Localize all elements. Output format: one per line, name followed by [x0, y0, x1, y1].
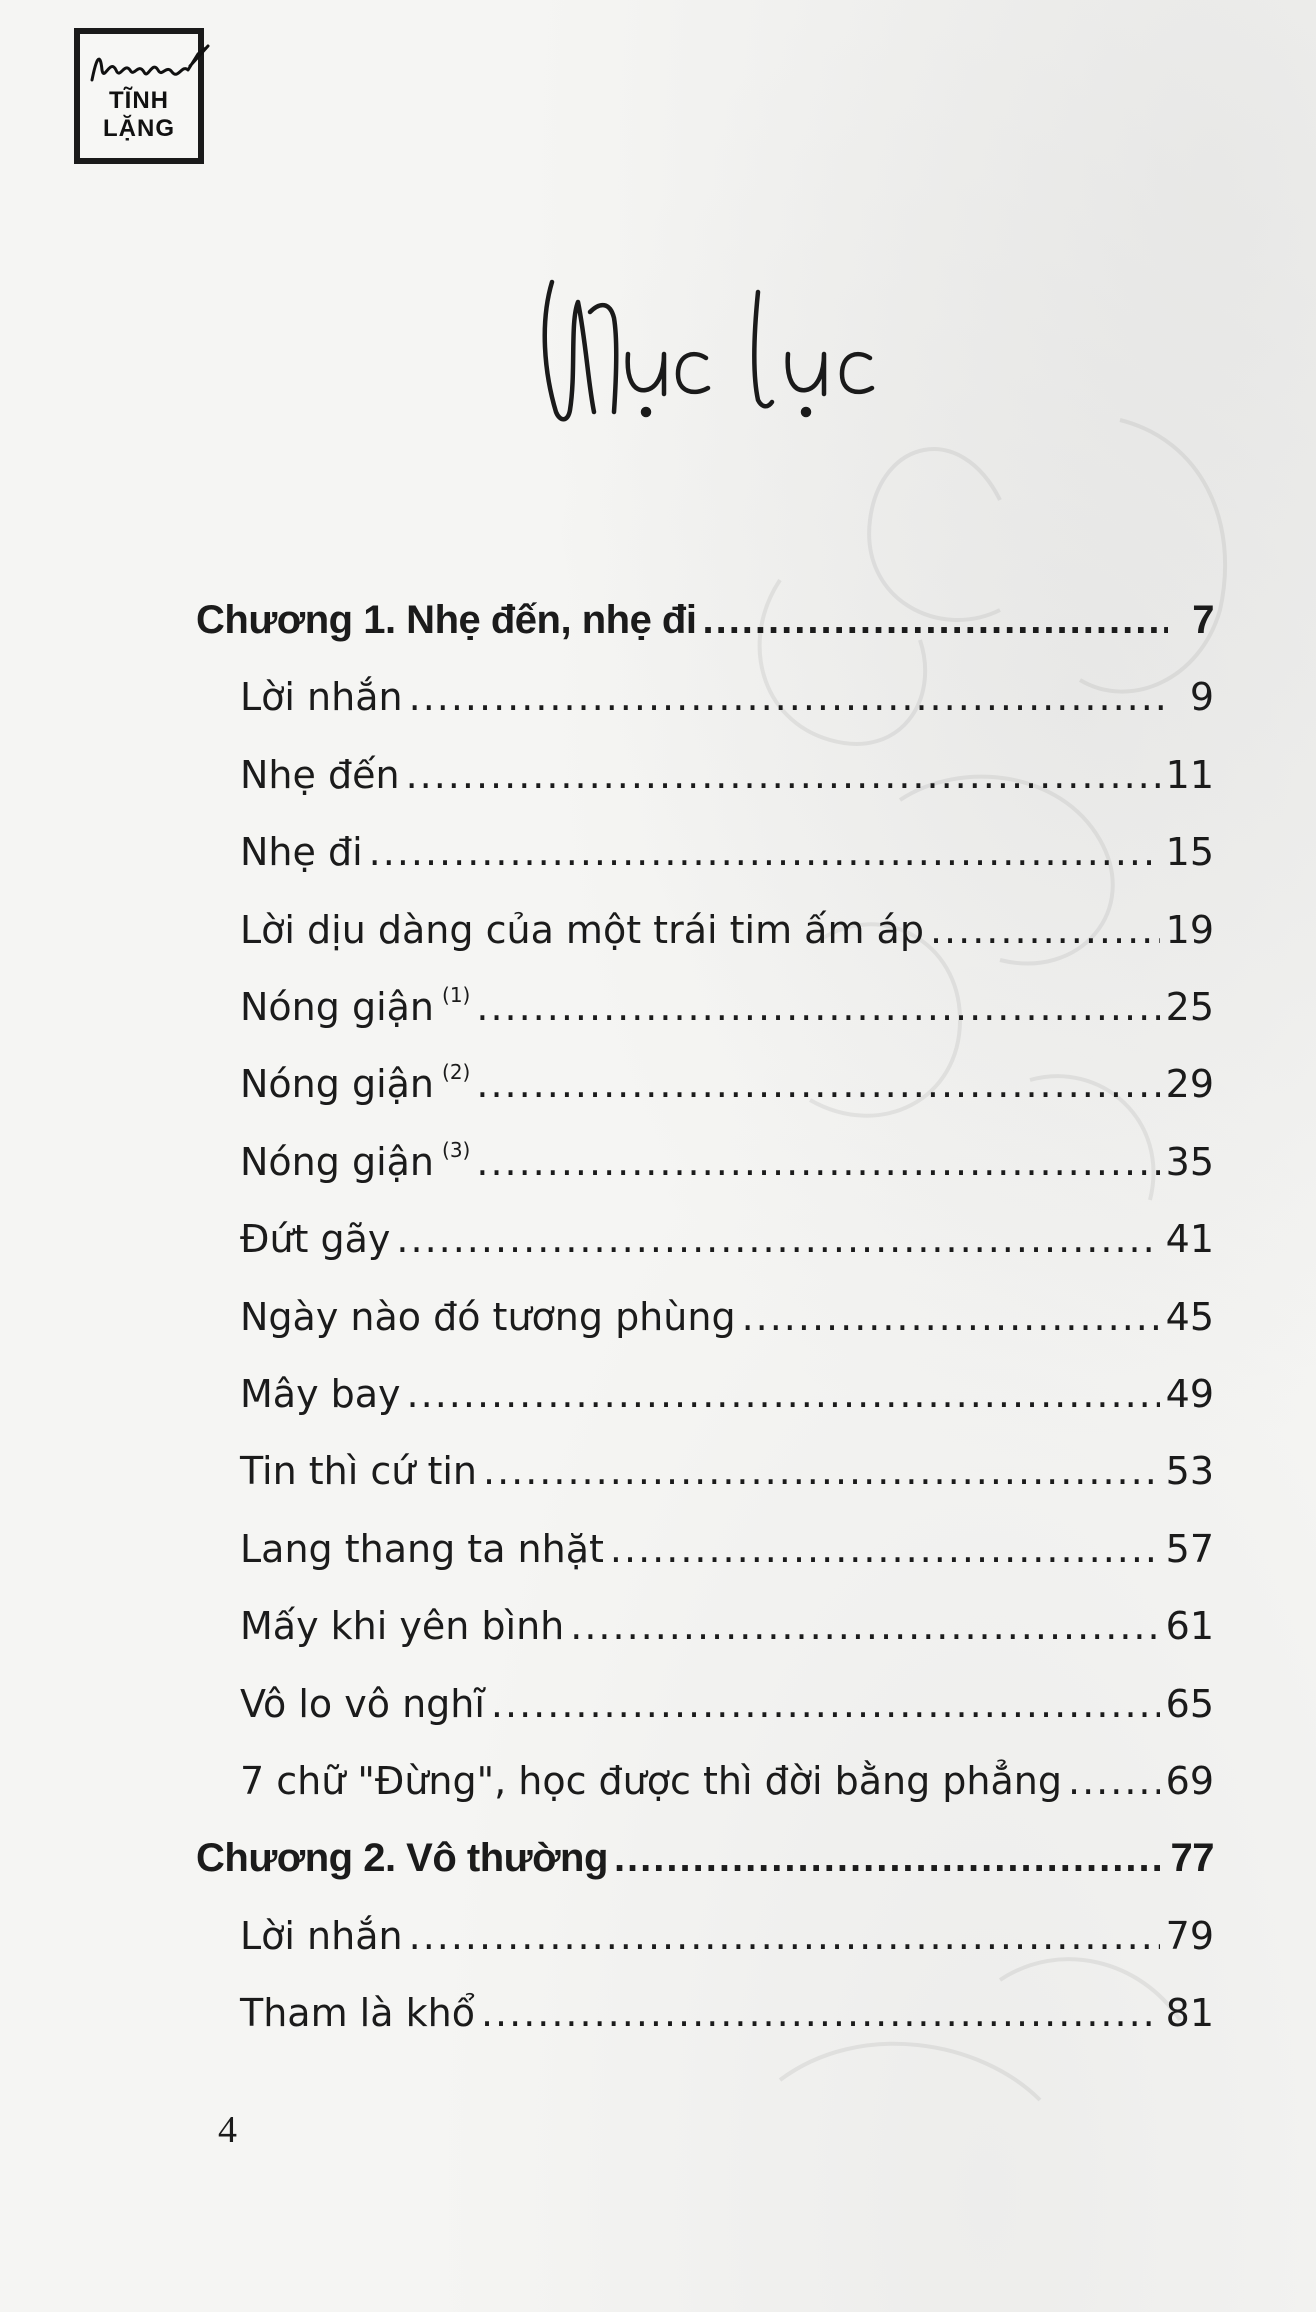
toc-entry-title-text: Nóng giận — [240, 1062, 435, 1106]
toc-section-row — [240, 1759, 1214, 1819]
toc-entry-title — [240, 908, 924, 952]
toc-section-row — [240, 1062, 1214, 1122]
toc-leader-dots — [409, 1914, 1160, 1958]
toc-entry-title — [240, 1527, 604, 1571]
toc-entry-title-text: Chương 2. Vô thường — [196, 1836, 608, 1880]
toc-entry-superscript: (1) — [442, 983, 471, 1007]
toc-entry-superscript: (3) — [442, 1138, 471, 1162]
logo-line-1: TĨNH — [109, 87, 169, 114]
toc-leader-dots — [1068, 1759, 1160, 1803]
toc-leader-dots — [406, 753, 1160, 797]
toc-chapter-row — [196, 1836, 1214, 1896]
toc-entry-page: 69 — [1165, 1759, 1214, 1803]
toc-section-row — [240, 830, 1214, 890]
toc-entry-page: 41 — [1165, 1217, 1214, 1261]
toc-entry-page: 65 — [1165, 1682, 1214, 1726]
toc-leader-dots — [409, 675, 1168, 719]
toc-entry-page: 29 — [1165, 1062, 1214, 1106]
toc-entry-title-text: Nhẹ đến — [240, 753, 400, 797]
toc-entry-title — [240, 1217, 390, 1261]
toc-entry-title — [196, 598, 696, 643]
toc-section-row — [240, 1682, 1214, 1742]
toc-entry-title-text: Lang thang ta nhặt — [240, 1527, 604, 1571]
toc-section-row — [240, 1372, 1214, 1432]
toc-entry-title — [196, 1836, 608, 1881]
toc-entry-title — [240, 1991, 475, 2035]
toc-section-row — [240, 1914, 1214, 1974]
toc-entry-page: 49 — [1165, 1372, 1214, 1416]
toc-leader-dots — [476, 1140, 1159, 1184]
toc-entry-title — [240, 1682, 485, 1726]
toc-section-row — [240, 1604, 1214, 1664]
toc-entry-title — [240, 1604, 564, 1648]
toc-entry-title-text: Lời dịu dàng của một trái tim ấm áp — [240, 908, 924, 952]
toc-leader-dots — [570, 1604, 1159, 1648]
toc-entry-page: 7 — [1192, 598, 1214, 642]
toc-entry-title-text: Mây bay — [240, 1372, 401, 1416]
toc-section-row — [240, 1217, 1214, 1277]
toc-leader-dots — [476, 985, 1159, 1029]
toc-entry-page: 15 — [1165, 830, 1214, 874]
toc-entry-page: 57 — [1165, 1527, 1214, 1571]
toc-entry-page: 81 — [1165, 1991, 1214, 2035]
toc-leader-dots — [742, 1295, 1160, 1339]
toc-entry-page: 19 — [1165, 908, 1214, 952]
toc-section-row — [240, 1449, 1214, 1509]
logo-script-lettering — [86, 40, 212, 90]
toc-section-row — [240, 985, 1214, 1045]
toc-entry-page: 9 — [1189, 675, 1214, 719]
toc-section-row — [240, 1527, 1214, 1587]
toc-entry-title — [240, 830, 363, 874]
toc-leader-dots — [407, 1372, 1160, 1416]
toc-leader-dots — [614, 1836, 1165, 1881]
toc-leader-dots — [476, 1062, 1159, 1106]
publisher-logo — [74, 28, 204, 164]
toc-entry-title — [240, 675, 403, 719]
toc-chapter-row — [196, 598, 1214, 658]
toc-entry-title — [240, 1372, 401, 1416]
toc-leader-dots — [396, 1217, 1159, 1261]
toc-entry-page: 79 — [1165, 1914, 1214, 1958]
toc-entry-title — [240, 1759, 1062, 1803]
toc-section-row — [240, 675, 1214, 735]
logo-line-2: LẶNG — [103, 115, 175, 142]
toc-section-row — [240, 1140, 1214, 1200]
toc-section-row — [240, 908, 1214, 968]
toc-leader-dots — [610, 1527, 1160, 1571]
toc-entry-title-text: Đứt gãy — [240, 1217, 391, 1261]
toc-entry-title-text: Ngày nào đó tương phùng — [240, 1295, 736, 1339]
toc-leader-dots — [481, 1991, 1160, 2035]
toc-leader-dots — [369, 830, 1160, 874]
toc-entry-page: 25 — [1165, 985, 1214, 1029]
toc-entry-title-text: Nhẹ đi — [240, 830, 363, 874]
toc-entry-page: 35 — [1165, 1140, 1214, 1184]
toc-section-row — [240, 1295, 1214, 1355]
toc-entry-title — [240, 1295, 736, 1339]
toc-leader-dots — [702, 598, 1168, 643]
toc-section-row — [240, 1991, 1214, 2051]
toc-section-row — [240, 753, 1214, 813]
toc-leader-dots — [491, 1682, 1160, 1726]
toc-entry-title-text: Vô lo vô nghĩ — [240, 1682, 485, 1726]
toc-entry-page: 77 — [1170, 1836, 1214, 1880]
page-title-handwritten — [530, 262, 890, 442]
toc-entry-title — [240, 985, 470, 1029]
toc-entry-title-text: Tham là khổ — [240, 1991, 475, 2035]
toc-entry-title-text: 7 chữ "Đừng", học được thì đời bằng phẳng — [240, 1759, 1062, 1803]
toc-entry-title-text: Tin thì cứ tin — [240, 1449, 477, 1493]
toc-entry-title-text: Chương 1. Nhẹ đến, nhẹ đi — [196, 598, 697, 642]
toc-entry-title-text: Lời nhắn — [240, 675, 403, 719]
toc-entry-title — [240, 1062, 470, 1106]
toc-entry-title-text: Nóng giận — [240, 1140, 435, 1184]
toc-leader-dots — [930, 908, 1160, 952]
toc-entry-page: 45 — [1165, 1295, 1214, 1339]
toc-entry-title — [240, 1449, 477, 1493]
toc-entry-page: 11 — [1165, 753, 1214, 797]
toc-entry-title-text: Nóng giận — [240, 985, 435, 1029]
toc-entry-page: 61 — [1165, 1604, 1214, 1648]
page-number: 4 — [218, 2109, 237, 2151]
toc-entry-page: 53 — [1165, 1449, 1214, 1493]
toc-entry-title — [240, 1140, 470, 1184]
toc-leader-dots — [483, 1449, 1160, 1493]
toc-entry-superscript: (2) — [442, 1060, 471, 1084]
toc-entry-title-text: Lời nhắn — [240, 1914, 403, 1958]
toc-entry-title — [240, 753, 400, 797]
toc-entry-title — [240, 1914, 403, 1958]
toc-entry-title-text: Mấy khi yên bình — [240, 1604, 565, 1648]
